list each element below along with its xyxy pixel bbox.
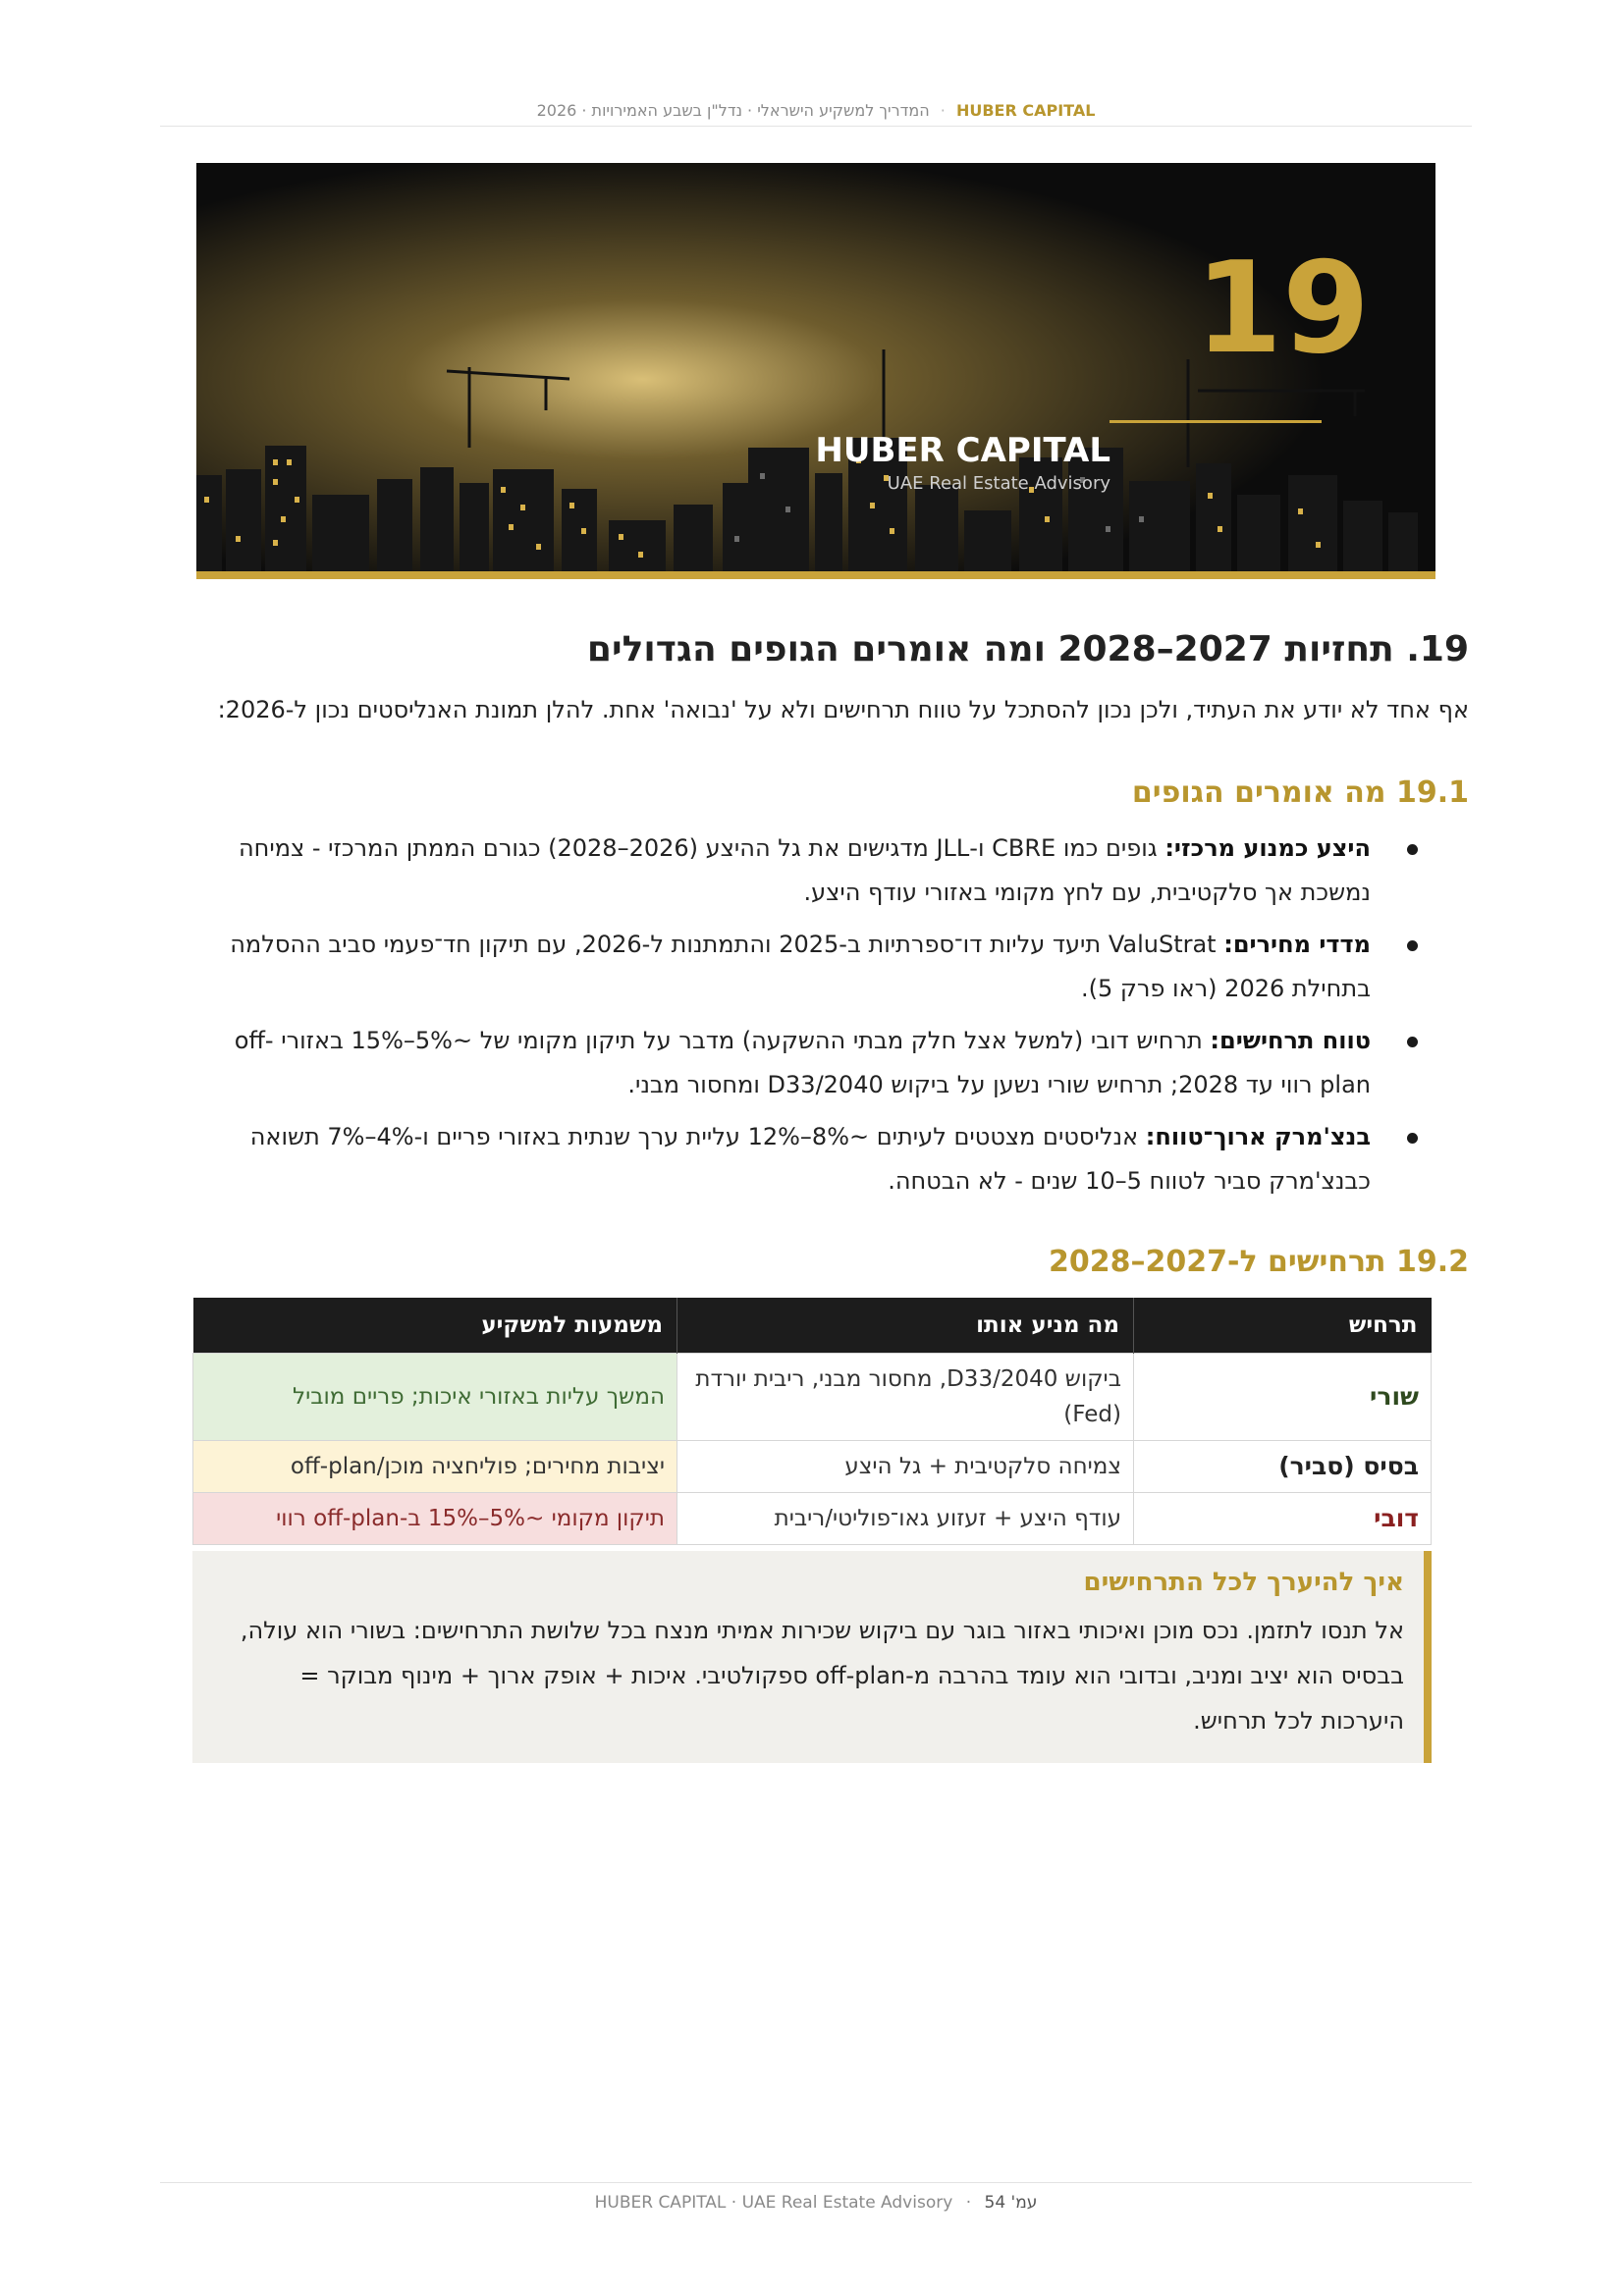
scenario-name: בסיס (סביר) — [1134, 1441, 1432, 1493]
page-header — [160, 98, 1472, 127]
footer-company: HUBER CAPITAL · UAE Real Estate Advisory — [594, 2193, 953, 2213]
bullet-icon — [1407, 1037, 1418, 1047]
analyst-views-list — [192, 827, 1469, 1203]
subsection-title-19-2: 19.2 תרחישים ל-2027–2028 — [1049, 1245, 1469, 1279]
table-row — [193, 1441, 1432, 1493]
list-item-label: טווח תרחישים: — [1210, 1027, 1371, 1054]
scenario-name: דובי — [1134, 1493, 1432, 1545]
header-subtitle: המדריך למשקיע הישראלי · נדל"ן בשבע האמירויות · 2026 — [536, 101, 930, 120]
callout-title: איך להיערך לכל התרחישים — [1083, 1568, 1404, 1597]
callout-text: אל תנסו לתזמן. נכס מוכן ואיכותי באזור בוגר עם ביקוש שכירות אמיתי מנצח בכל שלושת התרחישים: בשורי הוא עולה, בבסיס הוא יציב ומניב, ובדובי הוא עומד בהרבה מ-off-plan ספקולטיבי. איכות + אופק ארוך + מינוף מבוקר = היערכות לכל תרחיש. — [240, 1617, 1404, 1735]
list-item-text: ValuStrat תיעד עליות דו־ספרתיות ב-2025 והתמתנות ל-2026, עם תיקון חד־פעמי סביב ההסלמה בתחילת 2026 (ראו פרק 5). — [230, 931, 1371, 1002]
chapter-banner — [196, 163, 1435, 579]
list-item-text: גופים כמו CBRE ו-JLL מדגישים את גל ההיצע (2026–2028) כגורם הממתן המרכזי - צמיחה נמשכת אך סלקטיבית, עם לחץ מקומי באזורי עודף היצע. — [238, 834, 1371, 906]
section-intro: אף אחד לא יודע את העתיד, ולכן נכון להסתכל על טווח תרחישים ולא על 'נבואה' אחת. להלן תמונת האנליסטים נכון ל-2026: — [217, 696, 1469, 723]
list-item-text: תרחיש דובי (למשל אצל חלק מבתי ההשקעה) מדבר על תיקון מקומי של ~5%–15% באזורי off-plan רווי עד 2028; תרחיש שורי נשען על ביקוש D33/2040 ומחסור מבני. — [234, 1027, 1371, 1098]
page-number: עמ' 54 — [984, 2193, 1038, 2213]
scenarios-table — [192, 1298, 1432, 1545]
page-footer — [160, 2182, 1472, 2222]
list-item-label: היצע כמנוע מרכזי: — [1164, 834, 1371, 862]
list-item — [192, 1019, 1469, 1107]
tip-callout — [192, 1551, 1432, 1763]
main-content — [192, 609, 1469, 1763]
bullet-icon — [1407, 940, 1418, 951]
scenario-driver: צמיחה סלקטיבית + גל היצע — [677, 1441, 1134, 1493]
banner-brand-tagline: UAE Real Estate Advisory — [887, 473, 1110, 494]
header-separator: · — [940, 101, 946, 120]
scenario-driver: עודף היצע + זעזוע גאו־פוליטי/ריבית — [677, 1493, 1134, 1545]
table-row — [193, 1493, 1432, 1545]
column-header-meaning: משמעות למשקיע — [193, 1298, 677, 1354]
scenario-meaning: יציבות מחירים; פוליחציה מוכן/off-plan — [193, 1441, 677, 1493]
header-brand: HUBER CAPITAL — [955, 101, 1096, 120]
scenario-name: שורי — [1134, 1354, 1432, 1441]
skyline-illustration — [196, 163, 1435, 579]
scenario-meaning: תיקון מקומי ~5%–15% ב-off-plan רווי — [193, 1493, 677, 1545]
table-header-row — [193, 1298, 1432, 1354]
banner-brand-name: HUBER CAPITAL — [815, 431, 1110, 470]
section-title: 19. תחזיות 2027–2028 ומה אומרים הגופים הגדולים — [586, 629, 1469, 669]
list-item-label: מדדי מחירים: — [1223, 931, 1371, 958]
bullet-icon — [1407, 1133, 1418, 1144]
table-row — [193, 1354, 1432, 1441]
scenario-driver: ביקוש D33/2040, מחסור מבני, ריבית יורדת (Fed) — [677, 1354, 1134, 1441]
column-header-scenario: תרחיש — [1134, 1298, 1432, 1354]
footer-separator: · — [965, 2193, 972, 2213]
column-header-driver: מה מניע אותו — [677, 1298, 1134, 1354]
subsection-title-19-1: 19.1 מה אומרים הגופים — [1131, 775, 1469, 810]
list-item — [192, 1115, 1469, 1203]
scenario-meaning: המשך עליות באזורי איכות; פריים מוביל — [193, 1354, 677, 1441]
bullet-icon — [1407, 844, 1418, 855]
list-item-text: אנליסטים מצטטים לעיתים ~8%–12% עליית ערך שנתית באזורי פריים ו-4%–7% תשואה כבנצ'מרק סביר לטווח 5–10 שנים - לא הבטחה. — [249, 1123, 1371, 1195]
banner-chapter-number: 19 — [1194, 236, 1371, 382]
list-item — [192, 923, 1469, 1011]
list-item-label: בנצ'מרק ארוך־טווח: — [1145, 1123, 1371, 1150]
list-item — [192, 827, 1469, 915]
